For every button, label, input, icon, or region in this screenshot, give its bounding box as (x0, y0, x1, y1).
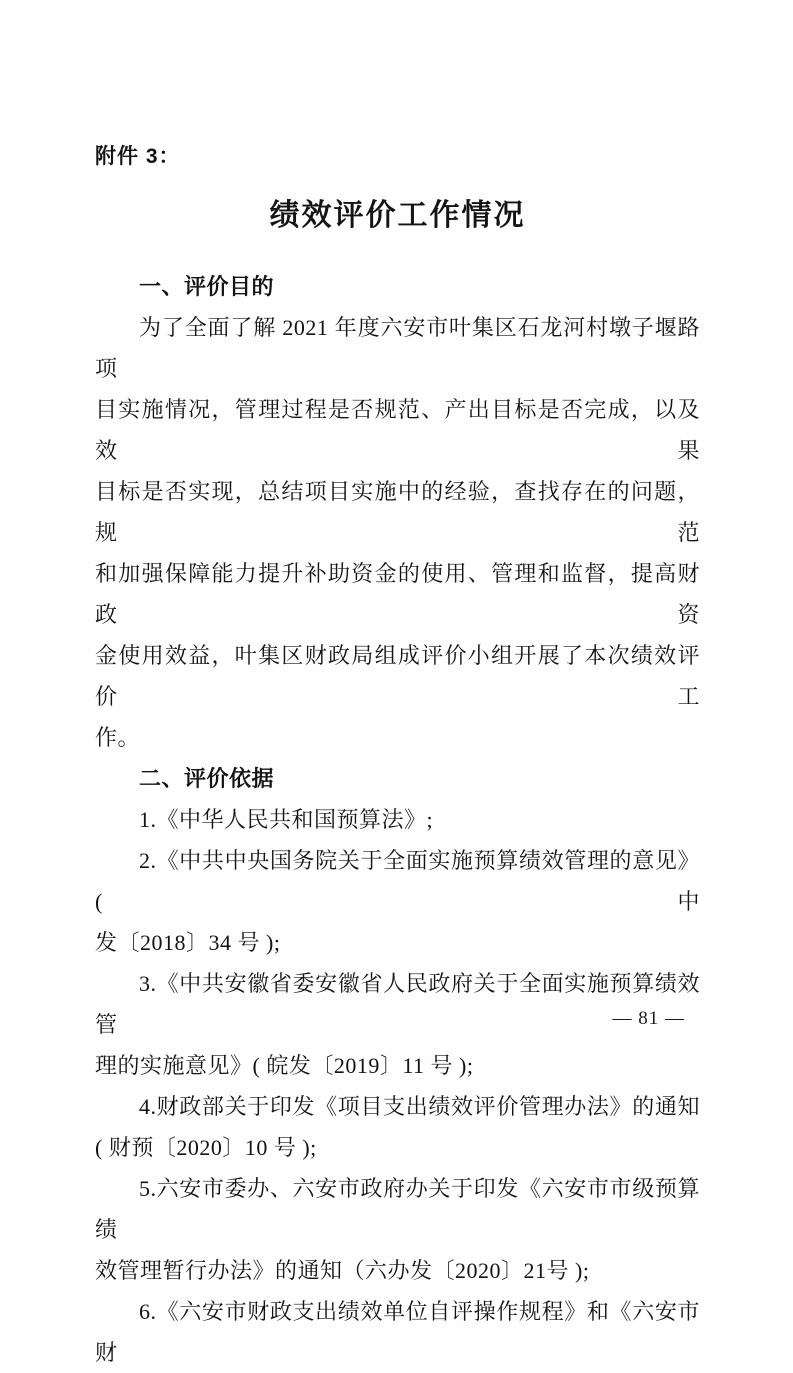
text-line: 2.《中共中央国务院关于全面实施预算绩效管理的意见》( 中 (95, 848, 700, 914)
text-line: 5.六安市委办、六安市政府办关于印发《六安市市级预算绩 (95, 1176, 700, 1242)
text-line: 4.财政部关于印发《项目支出绩效评价管理办法》的通知 (139, 1094, 700, 1119)
attachment-label: 附件 3： (95, 145, 181, 168)
text-line: 为了全面了解 2021 年度六安市叶集区石龙河村墩子堰路项 (95, 315, 700, 381)
text-line: 作。 (95, 725, 141, 750)
section-heading: 二、评价依据 (139, 766, 275, 791)
section-heading: 一、评价目的 (139, 274, 275, 299)
document-title: 绩效评价工作情况 (269, 199, 526, 232)
text-line: 1.《中华人民共和国预算法》; (139, 807, 434, 832)
text-line: 和加强保障能力提升补助资金的使用、管理和监督，提高财政资 (95, 561, 700, 627)
text-line: 理的实施意见》( 皖发〔2019〕11 号 ); (95, 1053, 474, 1078)
document-content (95, 142, 700, 1373)
text-line: 效管理暂行办法》的通知（六办发〔2020〕21号 ); (95, 1258, 590, 1283)
text-line: 发〔2018〕34 号 ); (95, 930, 281, 955)
page-number: — 81 — (612, 1008, 685, 1029)
text-line: 金使用效益，叶集区财政局组成评价小组开展了本次绩效评价工 (95, 643, 700, 709)
text-line: 目实施情况，管理过程是否规范、产出目标是否完成，以及效果 (95, 397, 700, 463)
text-line: ( 财预〔2020〕10 号 ); (95, 1135, 317, 1160)
text-line: 6.《六安市财政支出绩效单位自评操作规程》和《六安市财 (95, 1299, 700, 1365)
document-body (95, 266, 700, 1373)
text-line: 3.《中共安徽省委安徽省人民政府关于全面实施预算绩效管 (95, 971, 700, 1037)
text-line: 目标是否实现，总结项目实施中的经验，查找存在的问题，规范 (95, 479, 700, 545)
